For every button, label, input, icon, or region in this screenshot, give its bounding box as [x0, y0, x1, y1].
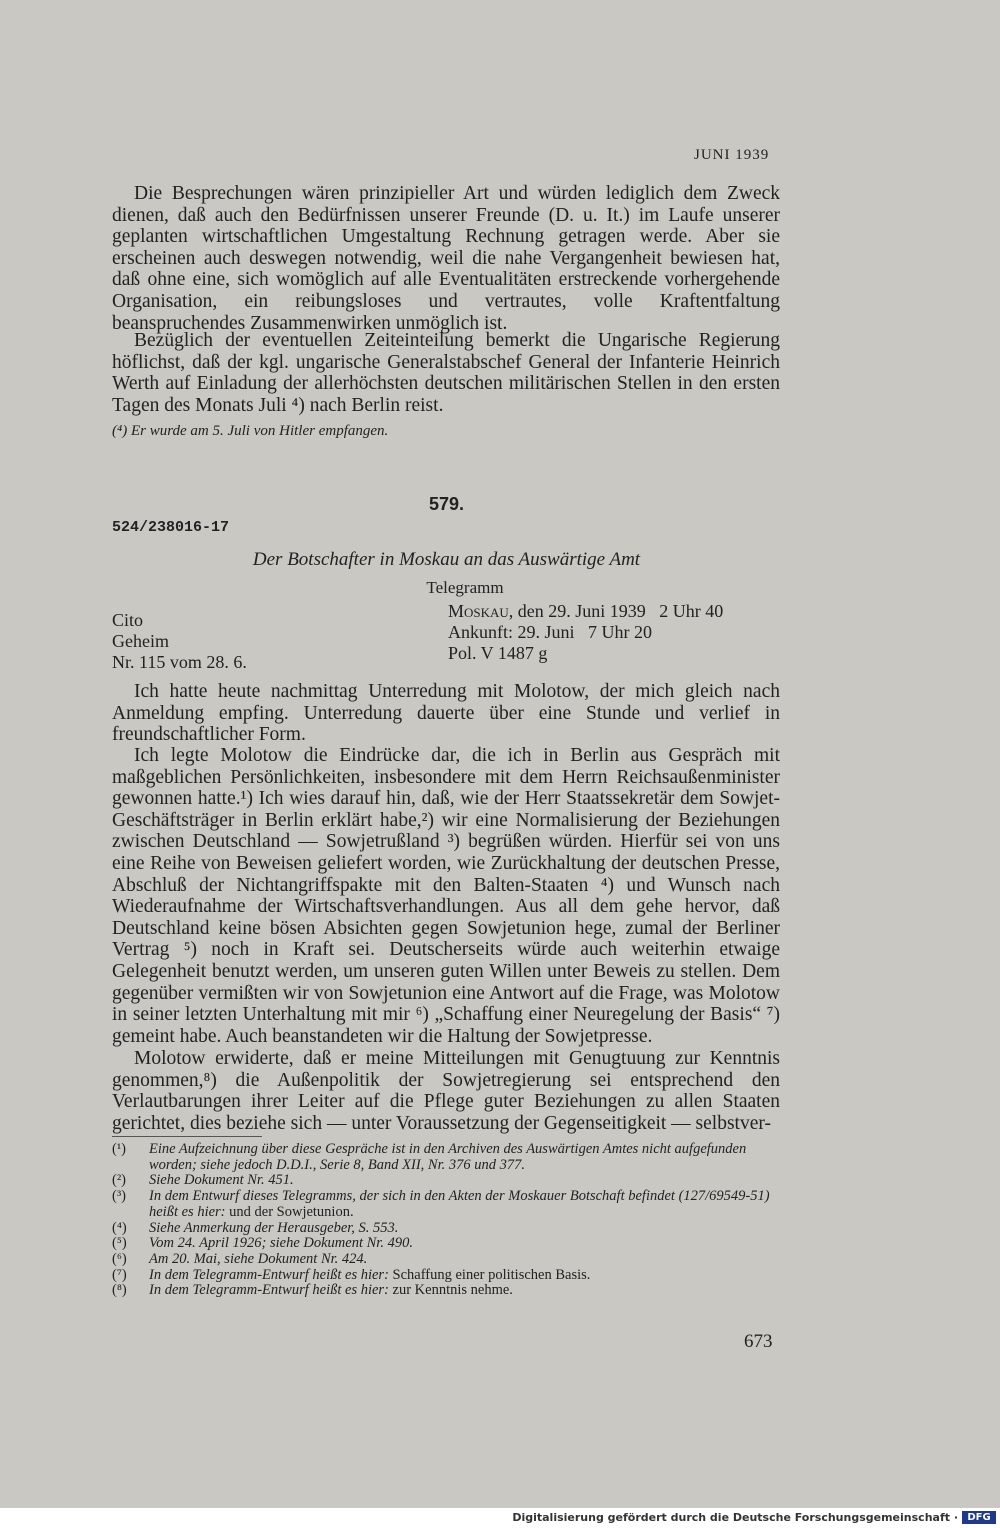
- footnote-top: (⁴) Er wurde am 5. Juli von Hitler empfangen.: [112, 423, 389, 439]
- footnote: [112, 1236, 782, 1252]
- telegram-number: Nr. 115 vom 28. 6.: [112, 652, 247, 672]
- priority-label: Cito: [112, 610, 144, 630]
- footnote-text: Eine Aufzeichnung über diese Gespräche ist in den Archiven des Auswärtigen Amtes nicht aufgefunden worden; siehe jedoch D.D.I., Serie 8, Band XII, Nr. 376 und 377.: [149, 1141, 747, 1173]
- paragraph-body-3: [112, 1048, 780, 1134]
- footnote-number: (⁸): [112, 1282, 127, 1299]
- paragraph-body-1: [112, 681, 780, 746]
- footnote-text: Am 20. Mai, siehe Dokument Nr. 424.: [149, 1250, 368, 1267]
- paragraph-top-1: [112, 183, 780, 334]
- footnote-number: (²): [112, 1172, 127, 1189]
- footnote-number: (¹): [112, 1141, 127, 1157]
- dfg-logo: DFG: [962, 1511, 996, 1524]
- footnote-divider: [112, 1136, 262, 1137]
- paragraph-body-2: [112, 745, 780, 1047]
- footnote: [112, 1189, 782, 1220]
- arrival-line: Ankunft: 29. Juni 7 Uhr 20: [448, 622, 652, 642]
- file-reference: 524/238016-17: [112, 519, 230, 536]
- telegram-header-right: [448, 601, 723, 664]
- registry-line: Pol. V 1487 g: [448, 643, 548, 663]
- telegram-header-left: [112, 610, 247, 673]
- page-number: 673: [744, 1331, 773, 1352]
- paragraph-text: Molotow erwiderte, daß er meine Mitteilungen mit Genugtuung zur Kenntnis genommen,⁸) die Außenpolitik der Sowjetregierung sei entsprechend den Verlautbarungen ihrer Leiter auf die Pflege guter Beziehungen zu allen Staaten gerichtet, dies beziehe sich — unter Voraussetzung der Gegenseitigkeit — selbstver-: [112, 1048, 780, 1134]
- footnote-text: Vom 24. April 1926; siehe Dokument Nr. 490.: [149, 1235, 413, 1252]
- footnote: [112, 1268, 782, 1284]
- paragraph-top-2: [112, 330, 780, 416]
- footnote-quote: zur Kenntnis nehme.: [392, 1282, 513, 1299]
- document-number: 579.: [428, 494, 465, 514]
- classification-label: Geheim: [112, 631, 169, 651]
- running-head: JUNI 1939: [694, 147, 770, 163]
- digitization-note: Digitalisierung gefördert durch die Deutsche Forschungsgemeinschaft ·: [512, 1511, 958, 1524]
- dispatch-place: Moskau: [448, 601, 509, 621]
- footnote-text: In dem Telegramm-Entwurf heißt es hier:: [149, 1266, 389, 1283]
- footnote-number: (³): [112, 1188, 127, 1205]
- paragraph-text: Die Besprechungen wären prinzipieller Art und würden lediglich dem Zweck dienen, daß auch den Bedürfnissen unserer Freunde (D. u. It.) im Laufe unserer geplanten wirtschaftlichen Umgestaltung Rechnung getragen werde. Aber sie erscheinen auch deswegen notwendig, weil die nahe Vergangenheit bewiesen hat, daß ohne eine, sich womöglich auf alle Eventualitäten erstreckende vorhergehende Organisation, ein reibungsloses und vertrautes, volle Kraftentfaltung beanspruchendes Zusammenwirken unmöglich ist.: [112, 183, 780, 334]
- footnote: [112, 1142, 782, 1173]
- dispatch-line: [448, 601, 723, 622]
- paragraph-text: Ich legte Molotow die Eindrücke dar, die ich in Berlin aus Gespräch mit maßgeblichen Persönlichkeiten, insbesondere mit dem Herrn Reichsaußenminister gewonnen hatte.¹) Ich wies darauf hin, daß, wie der Herr Staatssekretär dem Sowjet-Geschäftsträger in Berlin erklärt habe,²) wir eine Normalisierung der Beziehungen zwischen Deutschland — Sowjetrußland ³) begrüßen würden. Hierfür sei von uns eine Reihe von Beweisen geliefert worden, wie Zurückhaltung der deutschen Presse, Abschluß der Nichtangriffspakte mit den Balten-Staaten ⁴) und Wunsch nach Wiederaufnahme der Wirtschaftsverhandlungen. Aus all dem gehe hervor, daß Deutschland keine bösen Absichten gegen Sowjetunion hege, zumal der Berliner Vertrag ⁵) noch in Kraft sei. Deutscherseits würde auch weiterhin etwaige Gelegenheit benutzt werden, um unseren guten Willen unter Beweis zu stellen. Dem gegenüber vermißten wir von Sowjetunion eine Antwort auf die Frage, was Molotow in seiner letzten Unterhaltung mit mir ⁶) „Schaffung einer Neuregelung der Basis“ ⁷) gemeint habe. Auch beanstandeten wir die Haltung der Sowjetpresse.: [112, 745, 780, 1047]
- footnote: [112, 1252, 782, 1268]
- dispatch-date: , den 29. Juni 1939 2 Uhr 40: [508, 601, 724, 621]
- document-type: Telegramm: [426, 578, 504, 597]
- paragraph-text: Ich hatte heute nachmittag Unterredung mit Molotow, der mich gleich nach Anmeldung empfing. Unterredung dauerte über eine Stunde und verlief in freundschaftlicher Form.: [112, 681, 780, 746]
- footnote-text: In dem Telegramm-Entwurf heißt es hier:: [149, 1282, 389, 1299]
- footnote-quote: Schaffung einer politischen Basis.: [392, 1266, 591, 1283]
- footnote: [112, 1283, 782, 1299]
- paragraph-text: Bezüglich der eventuellen Zeiteinteilung bemerkt die Ungarische Regierung höflichst, daß der kgl. ungarische Generalstabschef General der Infanterie Heinrich Werth auf Einladung der allerhöchsten deutschen militärischen Stellen in den ersten Tagen des Monats Juli ⁴) nach Berlin reist.: [112, 330, 780, 416]
- footnote-text: Siehe Dokument Nr. 451.: [149, 1172, 294, 1189]
- footnote-number: (⁷): [112, 1266, 127, 1283]
- footnote-number: (⁵): [112, 1235, 127, 1252]
- footnote-number: (⁴): [112, 1219, 127, 1236]
- document-title: Der Botschafter in Moskau an das Auswärtige Amt: [252, 549, 641, 570]
- footnote-quote: und der Sowjetunion.: [229, 1203, 354, 1220]
- footnote: [112, 1173, 782, 1189]
- footnote: [112, 1221, 782, 1237]
- footnotes: [112, 1142, 782, 1299]
- footnote-number: (⁶): [112, 1250, 127, 1267]
- footnote-text: Siehe Anmerkung der Herausgeber, S. 553.: [149, 1219, 399, 1236]
- footnote-text: In dem Entwurf dieses Telegramms, der sich in den Akten der Moskauer Botschaft befindet (127/69549-51) heißt es hier:: [149, 1188, 770, 1220]
